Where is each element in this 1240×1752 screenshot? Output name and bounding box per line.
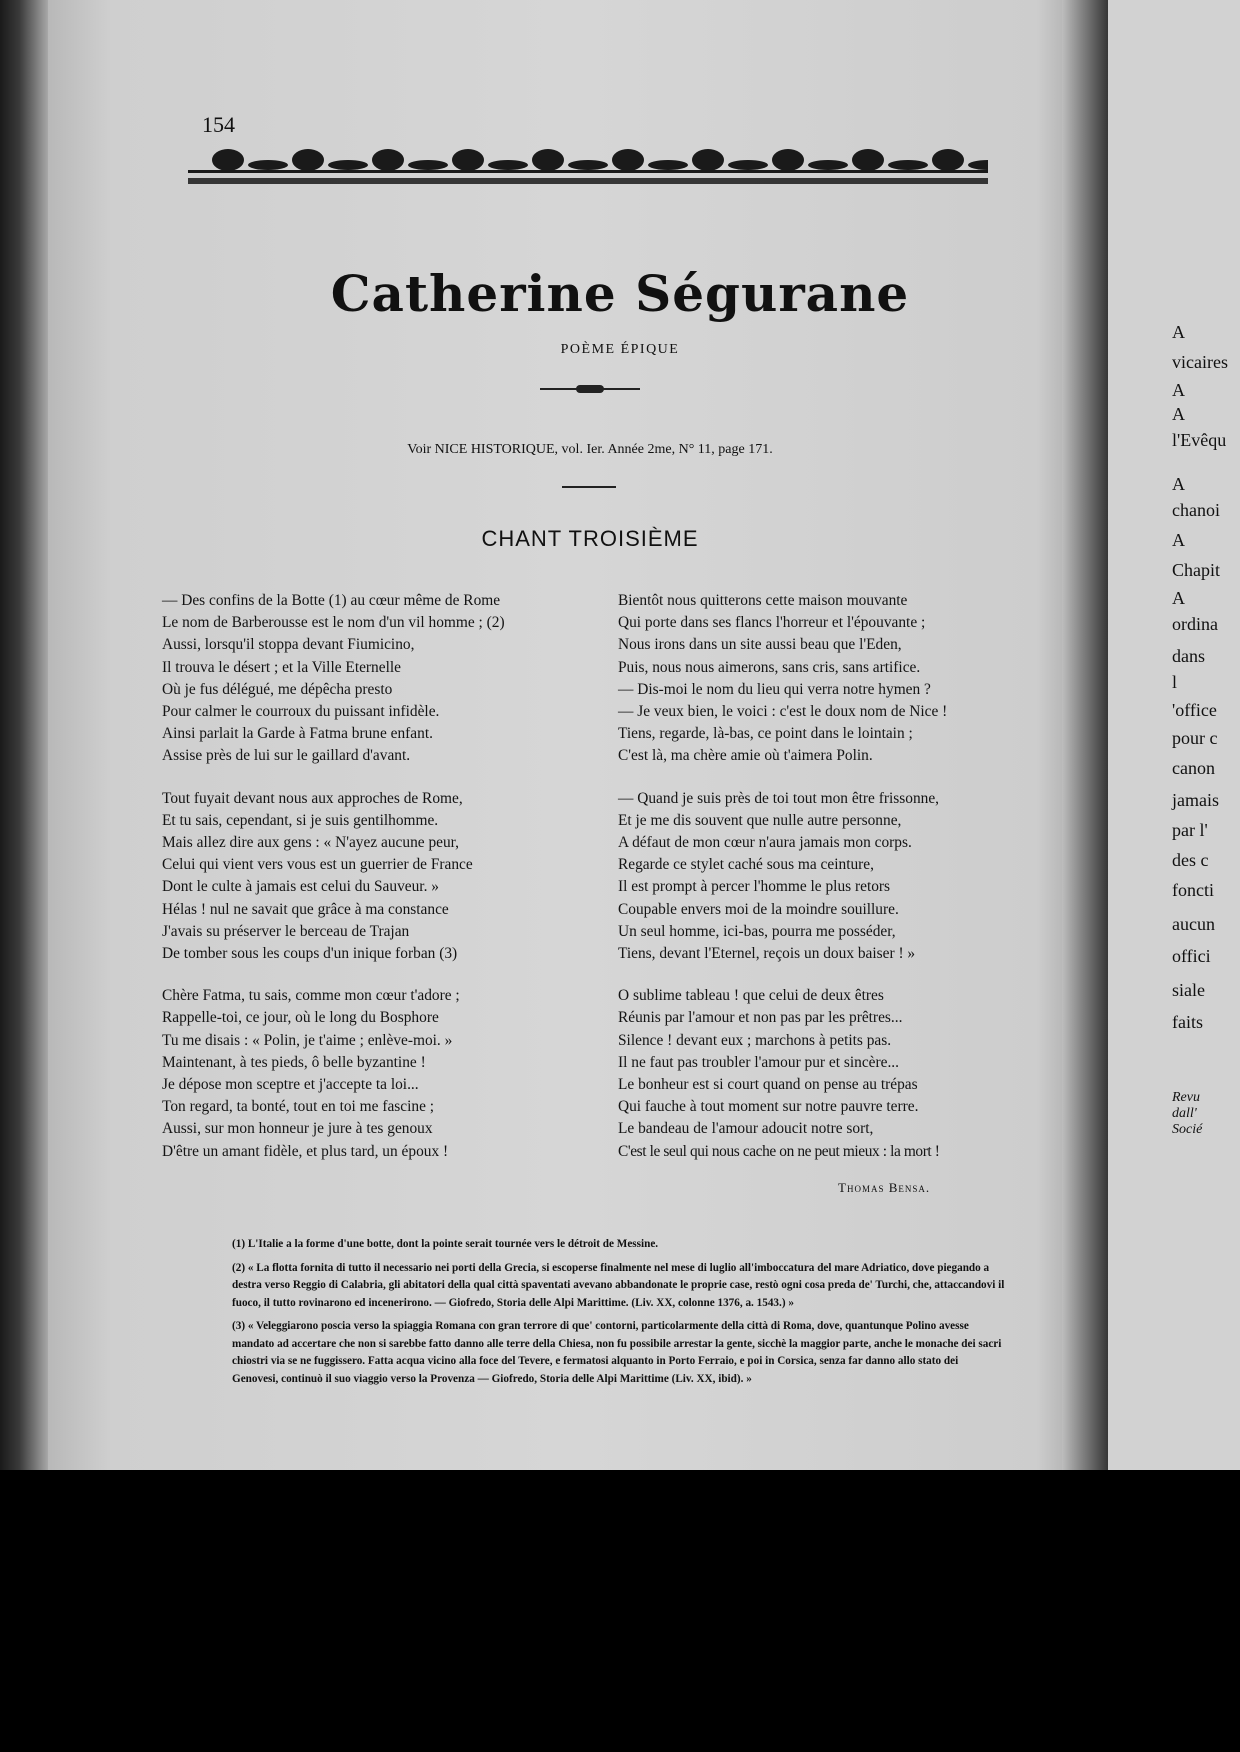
right-page-fragment: l <box>1172 672 1178 692</box>
right-page-fragment: Socié <box>1172 1122 1203 1137</box>
verse-line: Silence ! devant eux ; marchons à petits pas. <box>618 1031 892 1049</box>
verse-line: Maintenant, à tes pieds, ô belle byzantine ! <box>162 1053 426 1071</box>
right-page-fragment: chanoi <box>1172 500 1220 520</box>
verse-line: — Des confins de la Botte (1) au cœur même de Rome <box>162 592 501 609</box>
verse-line: O sublime tableau ! que celui de deux êtres <box>618 987 884 1005</box>
stanza-1 <box>162 590 602 768</box>
stanza-3 <box>162 985 602 1163</box>
verse-line: — Dis-moi le nom du lieu qui verra notre hymen ? <box>618 680 931 698</box>
verse-line: Qui fauche à tout moment sur notre pauvre terre. <box>618 1098 919 1116</box>
ornament-motif <box>292 149 324 171</box>
verse-line: C'est là, ma chère amie où t'aimera Polin. <box>618 747 873 765</box>
verse-line: Réunis par l'amour et non pas par les prêtres... <box>618 1009 903 1027</box>
right-page-fragments <box>1108 0 1240 1470</box>
chant-heading: CHANT TROISIÈME <box>481 526 699 551</box>
verse-line: Et tu sais, cependant, si je suis gentilhomme. <box>162 811 439 829</box>
verse-line: Rappelle-toi, ce jour, où le long du Bosphore <box>162 1009 439 1027</box>
verse-line: Tiens, devant l'Eternel, reçois un doux baiser ! » <box>618 945 916 963</box>
footnote-3: (3) « Veleggiarono poscia verso la spiaggia Romana con gran terrore di que' contorni, particolarmente della città di Roma, dove, quantunque Polino avesse mandato ad accertare che non si sarebbe fatto danno alle terre della Chiesa, non fu possibile arrestar la gente, sicchè la maggior parte, anche le monache dei sacri chiostri via se ne fuggissero. Fatta acqua vicino alla foce del Tevere, e fermatosi alquanto in Porto Ferraio, e poi in Corsica, senza far danno allo stato dei Genovesi, continuò il suo viaggio verso la Provenza — Giofredo, Storia delle Alpi Marittime (Liv. XX, ibid). » <box>232 1320 1002 1385</box>
poem-subtitle: POÈME ÉPIQUE <box>560 342 680 357</box>
verse-line: Tu me disais : « Polin, je t'aime ; enlève-moi. » <box>162 1031 453 1049</box>
verse-line: D'être un amant fidèle, et plus tard, un époux ! <box>162 1142 449 1160</box>
ornament-scroll <box>488 160 528 170</box>
right-page-fragment: A <box>1172 322 1185 342</box>
verse-line: — Je veux bien, le voici : c'est le doux nom de Nice ! <box>618 703 948 721</box>
right-page-fragment: A <box>1172 474 1185 494</box>
verse-line: Assise près de lui sur le gaillard d'avant. <box>162 747 411 765</box>
verse-line: Il est prompt à percer l'homme le plus retors <box>618 878 891 896</box>
verse-line: J'avais su préserver le berceau de Trajan <box>162 922 410 940</box>
ornament-motif <box>932 149 964 171</box>
ornament-scroll <box>648 160 688 170</box>
verse-line: Bientôt nous quitterons cette maison mouvante <box>618 592 908 609</box>
verse-line: Le bandeau de l'amour adoucit notre sort, <box>618 1120 874 1138</box>
verse-line: Ton regard, ta bonté, tout en toi me fascine ; <box>162 1098 435 1116</box>
verse-line: Il ne faut pas troubler l'amour pur et sincère... <box>618 1053 899 1071</box>
ornament-scroll <box>968 160 988 170</box>
book-binding <box>0 0 48 1470</box>
right-page-fragment: A <box>1172 530 1185 550</box>
right-page-fragment: A <box>1172 380 1185 400</box>
footnotes <box>232 1236 1006 1394</box>
right-page-fragment: canon <box>1172 758 1215 778</box>
verse-line: Où je fus délégué, me dépêcha presto <box>162 680 393 698</box>
right-page-fragment: vicaires <box>1172 352 1228 372</box>
ornament-scroll <box>808 160 848 170</box>
verse-line: Le nom de Barberousse est le nom d'un vil homme ; (2) <box>162 614 505 632</box>
right-page-fragment: A <box>1172 404 1185 424</box>
verse-line: A défaut de mon cœur n'aura jamais mon corps. <box>618 834 912 852</box>
ornament-scroll <box>408 160 448 170</box>
section-rule <box>562 486 616 488</box>
right-page-fragment: foncti <box>1172 880 1214 900</box>
scan-border <box>0 1470 1240 1752</box>
verse-line: Le bonheur est si court quand on pense au trépas <box>618 1076 918 1094</box>
right-page <box>1108 0 1240 1470</box>
verse-line: Aussi, sur mon honneur je jure à tes genoux <box>162 1120 433 1138</box>
footnote-1: (1) L'Italie a la forme d'une botte, dont la pointe serait tournée vers le détroit de Messine. <box>232 1238 659 1250</box>
right-page-fragment: A <box>1172 588 1185 608</box>
right-page-fragment: Chapit <box>1172 560 1220 580</box>
verse-line: C'est le seul qui nous cache on ne peut mieux : la mort ! <box>618 1142 940 1160</box>
verse-line: Chère Fatma, tu sais, comme mon cœur t'adore ; <box>162 987 460 1005</box>
right-page-fragment: offici <box>1172 946 1211 966</box>
verse-line: Coupable envers moi de la moindre souillure. <box>618 900 899 918</box>
verse-line: — Quand je suis près de toi tout mon être frissonne, <box>618 789 940 807</box>
ornament-motif <box>452 149 484 171</box>
ornament-band-icon <box>188 140 988 186</box>
right-page-fragment: ordina <box>1172 614 1218 634</box>
ornament-scroll <box>728 160 768 170</box>
ornament-scroll <box>328 160 368 170</box>
reference-line: Voir NICE HISTORIQUE, vol. Ier. Année 2me, N° 11, page 171. <box>407 442 773 457</box>
ornament-motif <box>532 149 564 171</box>
verse-line: Ainsi parlait la Garde à Fatma brune enfant. <box>162 725 433 743</box>
verse-line: Puis, nous nous aimerons, sans cris, sans artifice. <box>618 658 921 676</box>
ornament-scroll <box>888 160 928 170</box>
right-page-fragment: faits <box>1172 1012 1203 1032</box>
verse-line: De tomber sous les coups d'un inique forban (3) <box>162 945 458 963</box>
ornament-motif <box>372 149 404 171</box>
right-page-fragment: Revu <box>1172 1090 1200 1105</box>
right-page-fragment: pour c <box>1172 728 1218 748</box>
verse-line: Je dépose mon sceptre et j'accepte ta loi... <box>162 1076 419 1094</box>
ornament-motif <box>692 149 724 171</box>
verse-line: Mais allez dire aux gens : « N'ayez aucune peur, <box>162 834 460 852</box>
right-page-fragment: 'office <box>1172 700 1217 720</box>
stanza-4 <box>618 590 1028 768</box>
ornament-scroll <box>568 160 608 170</box>
right-page-fragment: aucun <box>1172 914 1215 934</box>
verse-line: Regarde ce stylet caché sous ma ceinture, <box>618 856 874 874</box>
verse-line: Hélas ! nul ne savait que grâce à ma constance <box>162 900 449 918</box>
stanza-5 <box>618 788 1028 966</box>
ornament-motif <box>852 149 884 171</box>
stanza-6 <box>618 985 1028 1163</box>
ornament-motif <box>772 149 804 171</box>
stanza-2 <box>162 788 602 966</box>
author-signature: Thomas Bensa. <box>838 1180 931 1195</box>
right-page-fragment: dall' <box>1172 1106 1197 1121</box>
verse-line: Qui porte dans ses flancs l'horreur et l'épouvante ; <box>618 614 926 632</box>
page-gutter <box>1062 0 1112 1470</box>
right-page-fragment: jamais <box>1172 790 1219 810</box>
verse-line: Nous irons dans un site aussi beau que l'Eden, <box>618 636 902 654</box>
verse-line: Il trouva le désert ; et la Ville Eternelle <box>162 658 401 676</box>
poem-title: Catherine Ségurane <box>330 264 910 323</box>
right-page-fragment: dans <box>1172 646 1205 666</box>
verse-line: Pour calmer le courroux du puissant infidèle. <box>162 703 440 721</box>
ornament-motif <box>612 149 644 171</box>
right-page-fragment: siale <box>1172 980 1205 1000</box>
footnote-2: (2) « La flotta fornita di tutto il necessario nei porti della Grecia, si escoperse finalmente nel mese di luglio all'imboccatura del mare Adriatico, dove piegando a destra verso Reggio di Calabria, gli abitatori della qual città spaventati avevano abbandonate le proprie case, restò ogni cosa preda de' Turchi, che, attaccandovi il fuoco, il tutto rovinarono ed incenerirono. — Giofredo, Storia delle Alpi Marittime. (Liv. XX, colonne 1376, a. 1543.) » <box>232 1261 1005 1309</box>
verse-line: Celui qui vient vers vous est un guerrier de France <box>162 856 473 874</box>
title-rule-ornament <box>576 385 604 393</box>
right-page-fragment: par l' <box>1172 820 1208 840</box>
verse-line: Tout fuyait devant nous aux approches de Rome, <box>162 789 463 807</box>
verse-line: Aussi, lorsqu'il stoppa devant Fiumicino, <box>162 636 415 654</box>
poem-right-column <box>618 590 1028 1183</box>
ornament-scroll <box>248 160 288 170</box>
ornament-motif <box>212 149 244 171</box>
verse-line: Et je me dis souvent que nulle autre personne, <box>618 811 902 829</box>
poem-left-column <box>162 590 602 1183</box>
right-page-fragment: l'Evêqu <box>1172 430 1227 450</box>
page-number: 154 <box>202 112 235 137</box>
verse-line: Tiens, regarde, là-bas, ce point dans le lointain ; <box>618 725 913 743</box>
verse-line: Dont le culte à jamais est celui du Sauveur. » <box>162 878 439 896</box>
verse-line: Un seul homme, ici-bas, pourra me posséder, <box>618 922 896 940</box>
right-page-fragment: des c <box>1172 850 1209 870</box>
